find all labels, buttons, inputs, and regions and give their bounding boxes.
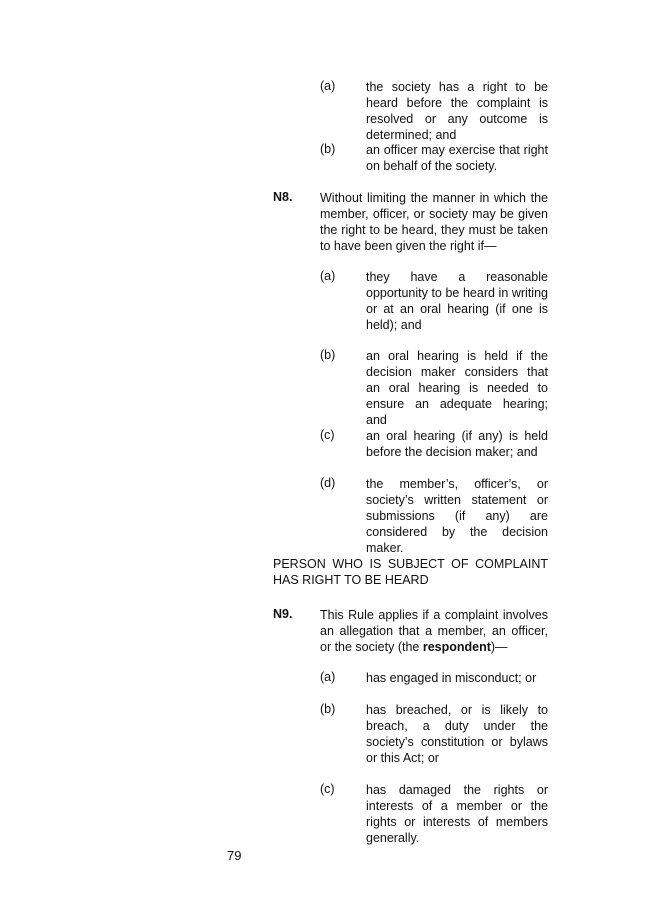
defined-term: respondent: [422, 640, 491, 654]
rule-text-n8: Without limiting the manner in which the member, officer, or society may be given the right to be heard, they must be taken to have been given the right if—: [320, 191, 548, 253]
rule-text-part: )—: [490, 640, 508, 654]
item-text: an officer may exercise that right on behalf of the society.: [366, 143, 548, 173]
item-text: has damaged the rights or interests of a member or the rights or interests of members generally.: [366, 783, 548, 845]
item-text: has engaged in misconduct; or: [366, 671, 537, 685]
item-label: (a): [320, 79, 336, 93]
rule-number-n8: N8.: [273, 190, 293, 204]
item-text: the member’s, officer’s, or society’s written statement or submissions (if any) are considered by the decision maker.: [366, 477, 548, 555]
item-label: (d): [320, 476, 336, 490]
item-label: (b): [320, 702, 336, 716]
item-text: an oral hearing (if any) is held before the decision maker; and: [366, 429, 548, 459]
item-label: (c): [320, 428, 335, 442]
item-label: (b): [320, 348, 336, 362]
item-label: (c): [320, 782, 335, 796]
item-label: (a): [320, 269, 336, 283]
rule-text-n9: [320, 607, 548, 655]
item-text: an oral hearing is held if the decision maker considers that an oral hearing is needed to ensure an adequate hearing; and: [366, 349, 548, 427]
item-label: (b): [320, 142, 336, 156]
item-label: (a): [320, 670, 336, 684]
item-text: the society has a right to be heard before the complaint is resolved or any outcome is determined; and: [366, 80, 548, 142]
item-text: has breached, or is likely to breach, a duty under the society’s constitution or bylaws or this Act; or: [366, 703, 548, 765]
page-number: 79: [227, 848, 242, 863]
section-heading: PERSON WHO IS SUBJECT OF COMPLAINT HAS RIGHT TO BE HEARD: [273, 557, 548, 587]
rule-number-n9: N9.: [273, 607, 293, 621]
rule-text-part: This Rule applies if a complaint involves an allegation that a member, an officer, or the society (the: [320, 608, 548, 654]
item-text: they have a reasonable opportunity to be heard in writing or at an oral hearing (if one is held); and: [366, 270, 548, 332]
